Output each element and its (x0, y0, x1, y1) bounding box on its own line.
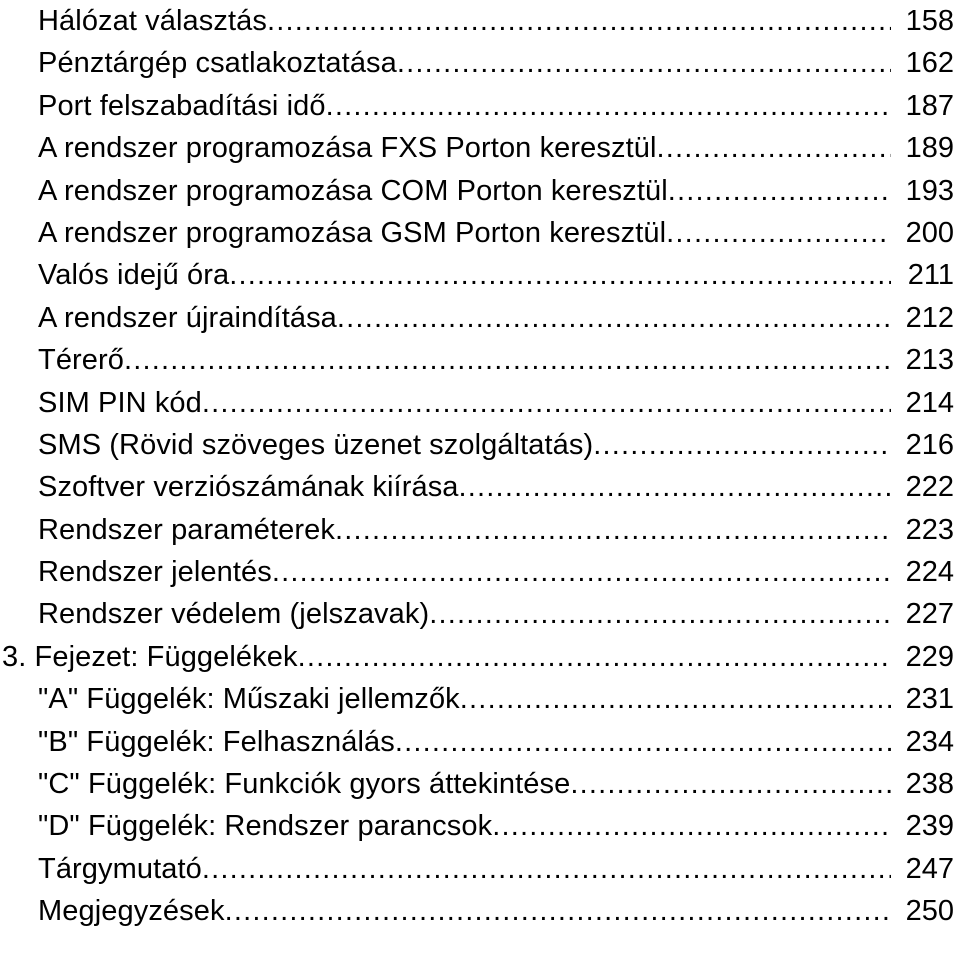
toc-dot-leader (460, 678, 891, 720)
toc-page-number: 224 (905, 556, 954, 589)
toc-entry-rendszer-jelentes[interactable] (0, 551, 960, 593)
toc-entry-title: 3. Fejezet: Függelékek (2, 640, 298, 673)
toc-dot-leader (202, 848, 891, 890)
toc-entry-targymutato[interactable] (0, 848, 960, 890)
toc-entry-fuggelek-b[interactable] (0, 721, 960, 763)
toc-page-number: 250 (905, 895, 954, 928)
toc-page-number: 216 (905, 428, 954, 461)
toc-entry-megjegyzesek[interactable] (0, 890, 960, 932)
toc-entry-programozas-gsm[interactable] (0, 212, 960, 254)
toc-entry-title: A rendszer programozása FXS Porton keresztül (38, 132, 657, 165)
toc-page-number: 229 (905, 640, 954, 673)
toc-entry-fuggelek-c[interactable] (0, 763, 960, 805)
toc-entry-title: Megjegyzések (38, 895, 225, 928)
toc-entry-title: SIM PIN kód (38, 386, 202, 419)
toc-entry-port-felszabaditasi-ido[interactable] (0, 85, 960, 127)
toc-dot-leader (272, 551, 891, 593)
toc-page-number: 214 (905, 386, 954, 419)
toc-dot-leader (429, 593, 891, 635)
toc-dot-leader (202, 382, 891, 424)
toc-entry-title: Térerő (38, 344, 125, 377)
toc-entry-fuggelek-d[interactable] (0, 805, 960, 847)
toc-entry-rendszer-vedelem[interactable] (0, 593, 960, 635)
toc-entry-title: Port felszabadítási idő (38, 89, 326, 122)
toc-entry-title: A rendszer újraindítása (38, 301, 337, 334)
toc-entry-szoftver-verzio[interactable] (0, 466, 960, 508)
toc-entry-fejezet-fuggelekek[interactable] (0, 636, 960, 678)
toc-dot-leader (397, 42, 891, 84)
toc-dot-leader (326, 85, 891, 127)
toc-entry-valos-ideju-ora[interactable] (0, 254, 960, 296)
toc-dot-leader (657, 127, 891, 169)
toc-page-number: 234 (905, 725, 954, 758)
toc-dot-leader (124, 339, 891, 381)
toc-dot-leader (570, 763, 891, 805)
toc-entry-fuggelek-a[interactable] (0, 678, 960, 720)
toc-entry-programozas-fxs[interactable] (0, 127, 960, 169)
toc-page-number: 187 (905, 89, 954, 122)
toc-entry-title: A rendszer programozása COM Porton keresztül (38, 174, 668, 207)
toc-page-number: 227 (905, 598, 954, 631)
toc-dot-leader (267, 0, 891, 42)
toc-dot-leader (335, 509, 891, 551)
toc-page-number: 213 (905, 344, 954, 377)
toc-dot-leader (668, 170, 891, 212)
toc-entry-title: Rendszer jelentés (38, 556, 272, 589)
toc-dot-leader (229, 254, 891, 296)
toc-entry-title: Valós idejű óra (38, 259, 230, 292)
toc-dot-leader (666, 212, 891, 254)
toc-entry-title: Szoftver verziószámának kiírása (38, 471, 459, 504)
toc-dot-leader (593, 424, 891, 466)
toc-entry-title: "B" Függelék: Felhasználás (38, 725, 395, 758)
toc-entry-rendszer-ujrainditasa[interactable] (0, 297, 960, 339)
toc-entry-title: Rendszer védelem (jelszavak) (38, 598, 430, 631)
toc-entry-title: Rendszer paraméterek (38, 513, 335, 546)
toc-page-number: 238 (905, 768, 954, 801)
toc-dot-leader (459, 466, 891, 508)
toc-dot-leader (492, 805, 891, 847)
toc-entry-title: Pénztárgép csatlakoztatása (38, 47, 397, 80)
toc-entry-title: "D" Függelék: Rendszer parancsok (38, 810, 493, 843)
toc-entry-penztargep-csatlakoztatasa[interactable] (0, 42, 960, 84)
toc-dot-leader (225, 890, 891, 932)
toc-dot-leader (298, 636, 891, 678)
toc-entry-title: Hálózat választás (38, 5, 267, 37)
toc-dot-leader (395, 721, 891, 763)
toc-page-number: 200 (905, 216, 954, 249)
toc-page-number: 212 (905, 301, 954, 334)
toc-entry-title: SMS (Rövid szöveges üzenet szolgáltatás) (38, 428, 594, 461)
toc-page-number: 162 (905, 47, 954, 80)
toc-entry-rendszer-parameterek[interactable] (0, 509, 960, 551)
toc-page-number: 231 (905, 683, 954, 716)
toc-entry-sim-pin-kod[interactable] (0, 382, 960, 424)
toc-entry-terero[interactable] (0, 339, 960, 381)
toc-entry-title: A rendszer programozása GSM Porton keresztül (38, 216, 667, 249)
toc-page-number: 211 (907, 259, 954, 292)
toc-page-number: 222 (905, 471, 954, 504)
toc-page-number: 239 (905, 810, 954, 843)
toc-dot-leader (337, 297, 891, 339)
toc-page-number: 158 (905, 5, 954, 37)
toc-entry-halozat-valasztas[interactable] (0, 0, 960, 42)
toc-page-number: 189 (905, 132, 954, 165)
toc-entry-sms[interactable] (0, 424, 960, 466)
toc-entry-title: Tárgymutató (38, 852, 202, 885)
toc-entry-programozas-com[interactable] (0, 170, 960, 212)
toc-page-number: 223 (905, 513, 954, 546)
toc-page-number: 247 (905, 852, 954, 885)
toc-entry-title: "A" Függelék: Műszaki jellemzők (38, 683, 460, 716)
toc-page-number: 193 (905, 174, 954, 207)
toc-entry-title: "C" Függelék: Funkciók gyors áttekintése (38, 768, 571, 801)
